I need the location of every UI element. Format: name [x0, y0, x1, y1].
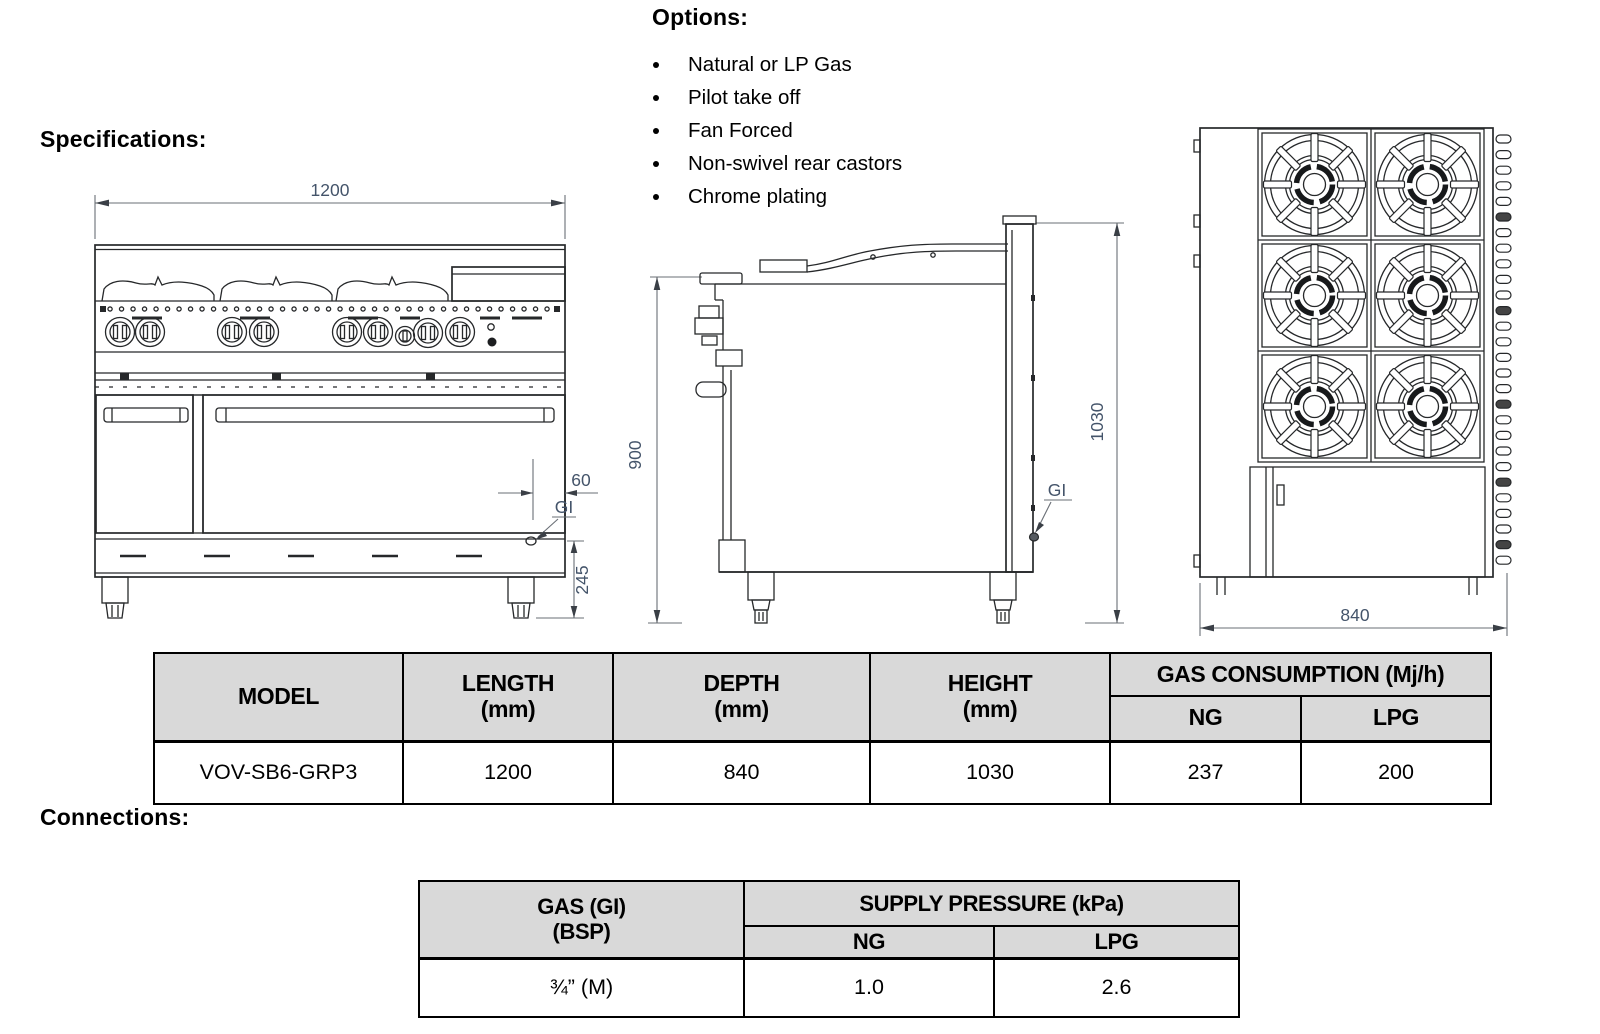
side-control-knob	[695, 306, 723, 345]
col-header-length: LENGTH (mm)	[403, 653, 613, 741]
lpg-consumption-cell: 200	[1301, 741, 1491, 804]
burner-icon	[1264, 134, 1366, 236]
gas-inlet-icon	[526, 537, 536, 545]
base-height-dim-label: 245	[572, 565, 592, 595]
col-header-height: HEIGHT (mm)	[870, 653, 1110, 741]
gas-inlet-icon	[1030, 533, 1039, 541]
burner-icon	[1264, 245, 1366, 347]
pilot-indicator-icon	[488, 324, 494, 330]
side-unit-body	[695, 216, 1036, 623]
overall-height-dimension	[1036, 223, 1124, 623]
bench-height-dim-label: 900	[625, 440, 645, 470]
griddle-plate	[452, 267, 565, 301]
option-item: • Fan Forced	[672, 114, 902, 147]
rear-vent-slots	[1496, 135, 1511, 564]
burner-icon	[1377, 134, 1479, 236]
connections-table	[418, 880, 1240, 1018]
depth-dim-label: 840	[1340, 605, 1370, 625]
col-header-ng: NG	[744, 926, 994, 958]
plinth	[95, 539, 565, 573]
burner-icon	[1264, 356, 1366, 458]
top-unit-body	[1194, 128, 1511, 595]
burner-grates	[102, 277, 448, 301]
option-item: • Chrome plating	[672, 180, 902, 213]
inlet-offset-dim-label: 60	[571, 470, 591, 490]
inlet-offset-dimension	[498, 459, 598, 520]
connections-table-row	[419, 958, 1239, 1017]
col-header-lpg: LPG	[994, 926, 1239, 958]
depth-cell: 840	[613, 741, 870, 804]
side-clips	[1194, 140, 1200, 567]
front-width-dimension	[95, 180, 565, 239]
ignition-button-icon	[488, 338, 497, 347]
bench-height-dimension	[625, 277, 702, 623]
control-knobs	[106, 318, 497, 348]
vent-hole-row	[100, 306, 560, 312]
base-height-dimension	[536, 541, 592, 618]
ng-consumption-cell: 237	[1110, 741, 1301, 804]
col-header-model: MODEL	[154, 653, 403, 741]
burner-grid	[1258, 129, 1484, 462]
ng-pressure-cell: 1.0	[744, 958, 994, 1017]
front-view-drawing	[60, 175, 600, 625]
options-heading: Options:	[652, 4, 749, 30]
model-cell: VOV-SB6-GRP3	[154, 741, 403, 804]
front-unit-body	[95, 245, 565, 618]
side-door-handle	[696, 382, 726, 397]
specification-table	[153, 652, 1492, 805]
top-view-drawing	[1165, 115, 1545, 645]
col-header-supply-pressure: SUPPLY PRESSURE (kPa)	[744, 881, 1239, 926]
depth-dimension	[1200, 573, 1507, 636]
front-left-leg	[102, 577, 128, 618]
col-header-gas-bsp: GAS (GI) (BSP)	[419, 881, 744, 958]
side-view-drawing	[620, 200, 1130, 640]
col-header-lpg: LPG	[1301, 696, 1491, 741]
cabinet-door	[96, 395, 193, 533]
spec-table-row	[154, 741, 1491, 804]
burner-icon	[1377, 356, 1479, 458]
oven-door	[203, 395, 565, 533]
overall-height-dim-label: 1030	[1087, 402, 1107, 442]
col-header-gas-consumption: GAS CONSUMPTION (Mj/h)	[1110, 653, 1491, 696]
gas-size-cell: ¾” (M)	[419, 958, 744, 1017]
options-list	[650, 48, 902, 213]
length-cell: 1200	[403, 741, 613, 804]
side-gas-inlet-callout	[1030, 480, 1073, 541]
connections-heading: Connections:	[40, 804, 190, 830]
front-right-leg	[508, 577, 534, 618]
feet-marks	[1217, 577, 1477, 595]
under-panel-rails	[95, 373, 565, 395]
burner-icon	[1377, 245, 1479, 347]
col-header-ng: NG	[1110, 696, 1301, 741]
col-header-depth: DEPTH (mm)	[613, 653, 870, 741]
specifications-heading: Specifications:	[40, 126, 207, 152]
side-front-leg	[748, 572, 774, 623]
option-item: • Non-swivel rear castors	[672, 147, 902, 180]
lpg-pressure-cell: 2.6	[994, 958, 1239, 1017]
front-gas-inlet-label: GI	[554, 497, 574, 517]
side-gas-inlet-label: GI	[1047, 480, 1067, 500]
option-item: • Natural or LP Gas	[672, 48, 902, 81]
front-width-dim-label: 1200	[310, 180, 350, 200]
option-item: • Pilot take off	[672, 81, 902, 114]
side-rear-leg	[990, 572, 1016, 623]
height-cell: 1030	[870, 741, 1110, 804]
griddle-section	[1250, 467, 1485, 577]
